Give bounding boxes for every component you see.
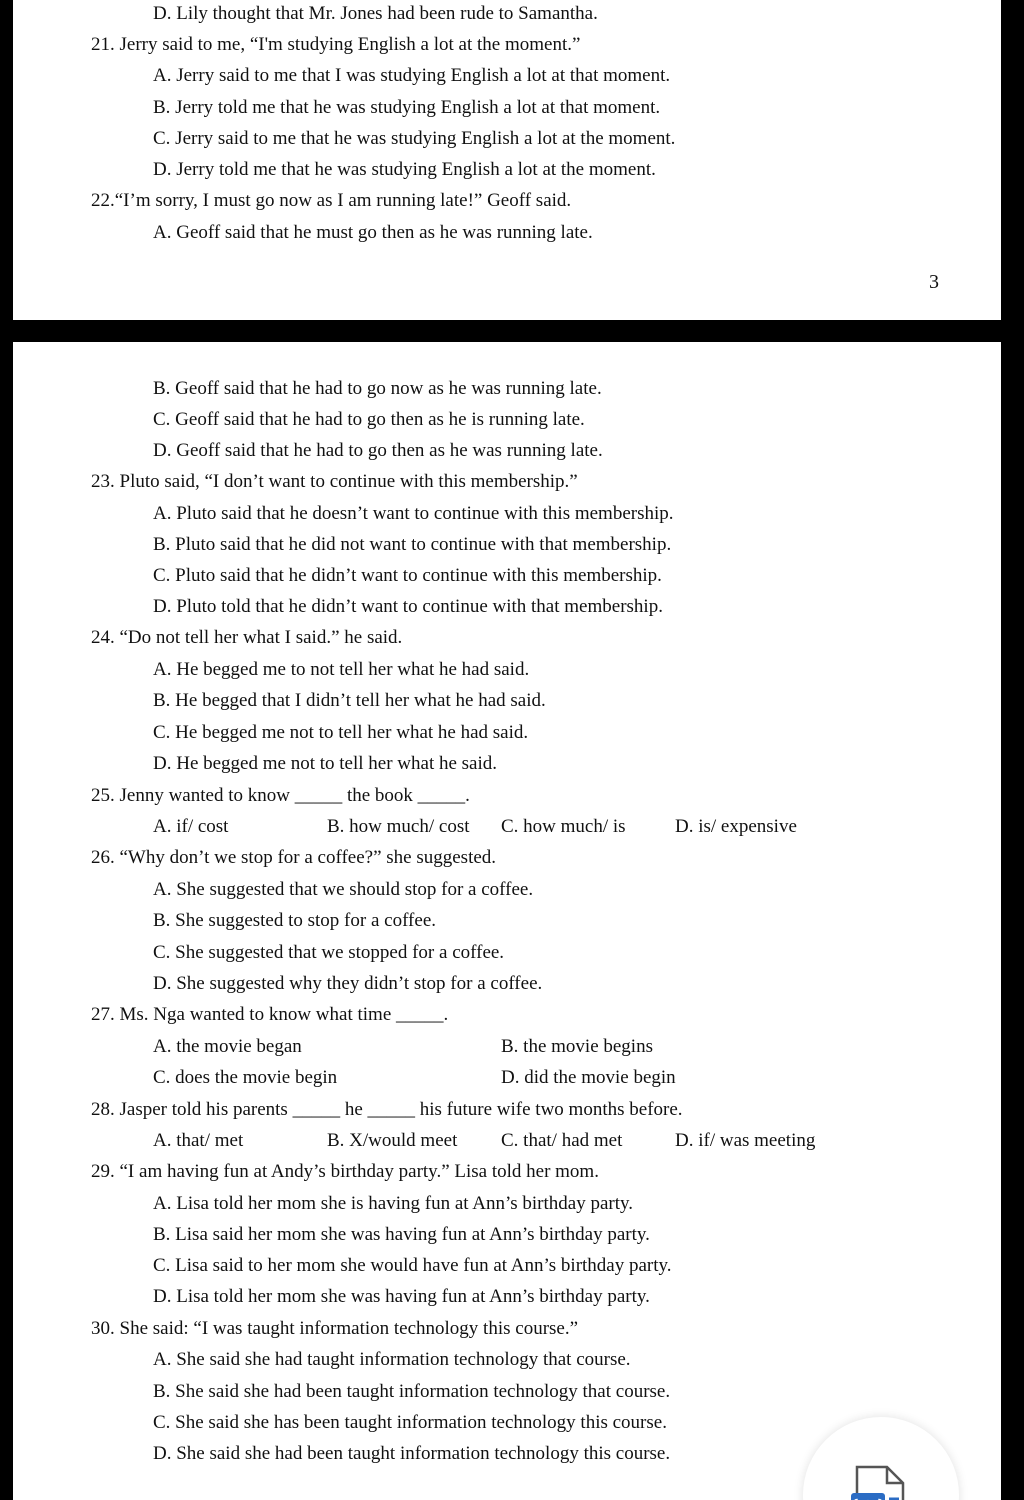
option-text: D. Geoff said that he had to go then as he was running late. bbox=[153, 440, 603, 461]
option-text: B. She suggested to stop for a coffee. bbox=[153, 910, 437, 931]
option-d: D. if/ was meeting bbox=[675, 1130, 816, 1151]
option-text: B. He begged that I didn’t tell her what he had said. bbox=[153, 690, 546, 711]
option-text: D. Lily thought that Mr. Jones had been rude to Samantha. bbox=[153, 3, 598, 24]
option-text: A. Pluto said that he doesn’t want to continue with this membership. bbox=[153, 503, 674, 524]
question-27: 27. Ms. Nga wanted to know what time _____. bbox=[91, 1004, 449, 1025]
option-text: A. Jerry said to me that I was studying English a lot at that moment. bbox=[153, 65, 671, 86]
open-in-word-button[interactable] bbox=[803, 1417, 959, 1500]
option-text: B. Jerry told me that he was studying English a lot at that moment. bbox=[153, 97, 661, 118]
option-text: C. He begged me not to tell her what he had said. bbox=[153, 722, 529, 743]
option-text: B. Lisa said her mom she was having fun at Ann’s birthday party. bbox=[153, 1224, 650, 1245]
option-text: D. Jerry told me that he was studying English a lot at the moment. bbox=[153, 159, 656, 180]
question-26: 26. “Why don’t we stop for a coffee?” she suggested. bbox=[91, 847, 497, 868]
question-29: 29. “I am having fun at Andy’s birthday party.” Lisa told her mom. bbox=[91, 1161, 599, 1182]
option-text: C. Geoff said that he had to go then as he is running late. bbox=[153, 409, 585, 430]
question-23: 23. Pluto said, “I don’t want to continue with this membership.” bbox=[91, 471, 578, 492]
option-text: C. Lisa said to her mom she would have fun at Ann’s birthday party. bbox=[153, 1255, 672, 1276]
option-text: B. Pluto said that he did not want to continue with that membership. bbox=[153, 534, 672, 555]
option-text: C. She suggested that we stopped for a coffee. bbox=[153, 942, 505, 963]
option-text: D. She said she had been taught information technology this course. bbox=[153, 1443, 671, 1464]
option-text: B. She said she had been taught information technology that course. bbox=[153, 1381, 671, 1402]
option-b: B. the movie begins bbox=[501, 1036, 653, 1057]
option-text: A. Lisa told her mom she is having fun at Ann’s birthday party. bbox=[153, 1193, 634, 1214]
option-a: A. if/ cost bbox=[153, 816, 229, 837]
option-b: B. how much/ cost bbox=[327, 816, 470, 837]
option-text: D. Pluto told that he didn’t want to continue with that membership. bbox=[153, 596, 663, 617]
option-text: A. She suggested that we should stop for a coffee. bbox=[153, 879, 534, 900]
option-a: A. the movie began bbox=[153, 1036, 302, 1057]
option-text: C. She said she has been taught information technology this course. bbox=[153, 1412, 667, 1433]
option-text: A. He begged me to not tell her what he had said. bbox=[153, 659, 530, 680]
option-text: C. Pluto said that he didn’t want to continue with this membership. bbox=[153, 565, 662, 586]
option-c: C. how much/ is bbox=[501, 816, 626, 837]
option-text: D. Lisa told her mom she was having fun at Ann’s birthday party. bbox=[153, 1286, 650, 1307]
question-28: 28. Jasper told his parents _____ he _____ his future wife two months before. bbox=[91, 1099, 683, 1120]
option-text: A. Geoff said that he must go then as he was running late. bbox=[153, 222, 593, 243]
option-text: B. Geoff said that he had to go now as he was running late. bbox=[153, 378, 602, 399]
question-25: 25. Jenny wanted to know _____ the book _____. bbox=[91, 785, 470, 806]
option-d: D. did the movie begin bbox=[501, 1067, 676, 1088]
option-b: B. X/would meet bbox=[327, 1130, 458, 1151]
option-text: C. Jerry said to me that he was studying English a lot at the moment. bbox=[153, 128, 676, 149]
option-text: A. She said she had taught information technology that course. bbox=[153, 1349, 631, 1370]
question-22: 22.“I’m sorry, I must go now as I am running late!” Geoff said. bbox=[91, 190, 572, 211]
page-number: 3 bbox=[929, 271, 939, 293]
document-page-bottom bbox=[13, 342, 1001, 1500]
option-d: D. is/ expensive bbox=[675, 816, 797, 837]
option-c: C. that/ had met bbox=[501, 1130, 623, 1151]
question-24: 24. “Do not tell her what I said.” he said. bbox=[91, 627, 403, 648]
document-page-top bbox=[13, 0, 1001, 320]
option-text: D. She suggested why they didn’t stop for a coffee. bbox=[153, 973, 543, 994]
word-document-icon bbox=[851, 1465, 905, 1500]
option-a: A. that/ met bbox=[153, 1130, 244, 1151]
question-30: 30. She said: “I was taught information technology this course.” bbox=[91, 1318, 579, 1339]
option-text: D. He begged me not to tell her what he said. bbox=[153, 753, 498, 774]
option-c: C. does the movie begin bbox=[153, 1067, 338, 1088]
question-21: 21. Jerry said to me, “I'm studying English a lot at the moment.” bbox=[91, 34, 581, 55]
